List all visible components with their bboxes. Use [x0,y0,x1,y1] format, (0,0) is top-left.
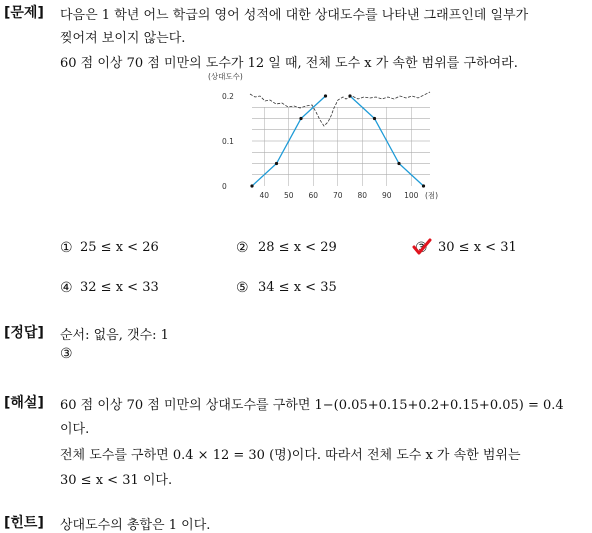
answer-label: [정답] [4,325,44,341]
problem-line-2: 찢어져 보이지 않는다. [60,31,186,46]
data-point [324,94,327,97]
torn-edge [250,92,430,126]
problem-label: [문제] [4,5,44,21]
answer-line-2: ③ [60,346,73,362]
problem-line-3: 60 점 이상 70 점 미만의 도수가 12 일 때, 전체 도수 x 가 속한 범위를 구하여라. [60,56,518,71]
data-point [299,117,302,120]
choice-1-number: ① [60,240,73,256]
choice-1-text[interactable]: 25 ≤ x < 26 [80,240,159,255]
y-tick-label: 0.2 [222,92,234,101]
answer-line-1: 순서: 없음, 갯수: 1 [60,328,169,343]
choice-3-number: ③ [415,240,428,256]
choice-4-number: ④ [60,280,73,296]
hint-label: [힌트] [4,515,44,531]
data-point [422,184,425,187]
x-axis-unit: (점) [425,191,439,200]
explanation-label: [해설] [4,395,44,411]
x-tick-label: 80 [357,191,368,200]
choice-2-text[interactable]: 28 ≤ x < 29 [258,240,337,255]
choice-3-text[interactable]: 30 ≤ x < 31 [438,240,517,255]
explanation-line-1: 60 점 이상 70 점 미만의 상대도수를 구하면 1−(0.05+0.15+0.2+0.15+0.05) = 0.4 [60,398,564,413]
x-tick-label: 40 [259,191,270,200]
x-tick-label: 70 [332,191,343,200]
data-point [373,117,376,120]
problem-line-1: 다음은 1 학년 어느 학급의 영어 성적에 대한 상대도수를 나타낸 그래프인데 일부가 [60,8,529,23]
choice-5-number: ⑤ [236,280,249,296]
x-tick-label: 100 [404,191,419,200]
data-point [397,162,400,165]
y-tick-label: 0 [222,182,227,191]
y-tick-label: 0.1 [222,137,234,146]
x-tick-label: 50 [283,191,294,200]
explanation-line-3: 전체 도수를 구하면 0.4 × 12 = 30 (명)이다. 따라서 전체 도수 x 가 속한 범위는 [60,448,521,463]
choice-4-text[interactable]: 32 ≤ x < 33 [80,280,159,295]
explanation-line-2: 이다. [60,422,90,437]
data-point [275,162,278,165]
x-tick-label: 90 [381,191,392,200]
explanation-line-4: 30 ≤ x < 31 이다. [60,473,173,488]
hint-line-1: 상대도수의 총합은 1 이다. [60,518,211,533]
y-axis-label: (상대도수) [208,72,243,81]
data-point [348,94,351,97]
choice-5-text[interactable]: 34 ≤ x < 35 [258,280,337,295]
x-tick-label: 60 [308,191,319,200]
checkmark-icon [412,237,432,257]
relative-frequency-graph [200,70,450,205]
choice-2-number: ② [236,240,249,256]
data-point [250,184,253,187]
